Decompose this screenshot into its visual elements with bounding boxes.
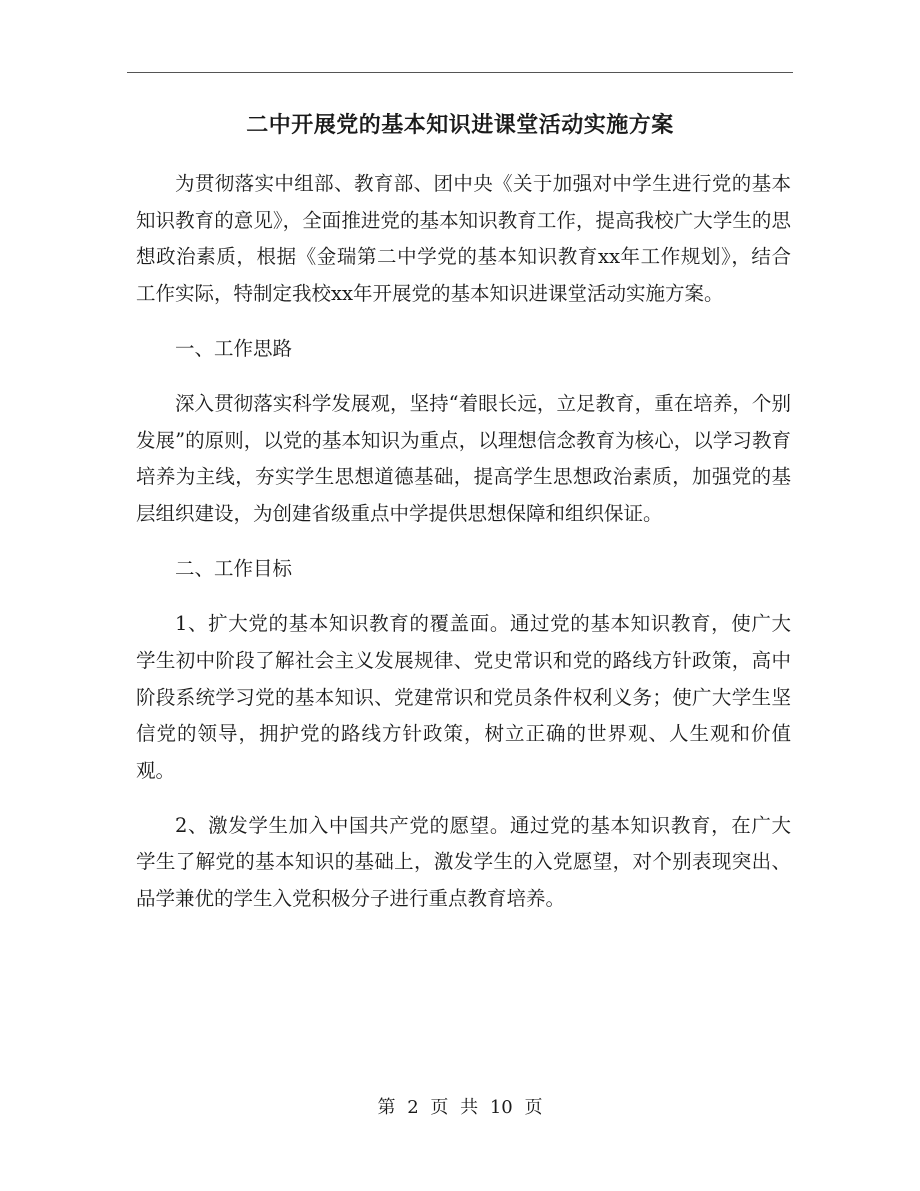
goal-item-1: 1、扩大党的基本知识教育的覆盖面。通过党的基本知识教育，使广大学生初中阶段了解社会主义发展规律、党史常识和党的路线方针政策，高中阶段系统学习党的基本知识、党建常识和党员条件权利义务；使广大学生坚信党的领导，拥护党的路线方针政策，树立正确的世界观、人生观和价值观。 bbox=[136, 612, 791, 782]
section-heading-work-approach: 一、工作思路 bbox=[175, 336, 293, 360]
document-title: 二中开展党的基本知识进课堂活动实施方案 bbox=[246, 113, 674, 138]
document-body bbox=[136, 166, 791, 936]
goal-item-2: 2、激发学生加入中国共产党的愿望。通过党的基本知识教育，在广大学生了解党的基本知识的基础上，激发学生的入党愿望，对个别表现突出、品学兼优的学生入党积极分子进行重点教育培养。 bbox=[136, 813, 791, 911]
work-approach-paragraph: 深入贯彻落实科学发展观，坚持“着眼长远，立足教育，重在培养，个别发展”的原则，以党的基本知识为重点，以理想信念教育为核心，以学习教育培养为主线，夯实学生思想道德基础，提高学生思想政治素质，加强党的基层组织建设，为创建省级重点中学提供思想保障和组织保证。 bbox=[136, 392, 791, 525]
page-number-footer: 第 2 页 共 10 页 bbox=[377, 1097, 543, 1118]
header-rule bbox=[127, 72, 793, 73]
intro-paragraph: 为贯彻落实中组部、教育部、团中央《关于加强对中学生进行党的基本知识教育的意见》，全面推进党的基本知识教育工作，提高我校广大学生的思想政治素质，根据《金瑞第二中学党的基本知识教育xx年工作规划》，结合工作实际，特制定我校xx年开展党的基本知识进课堂活动实施方案。 bbox=[136, 172, 791, 305]
section-heading-work-goals: 二、工作目标 bbox=[175, 557, 293, 581]
